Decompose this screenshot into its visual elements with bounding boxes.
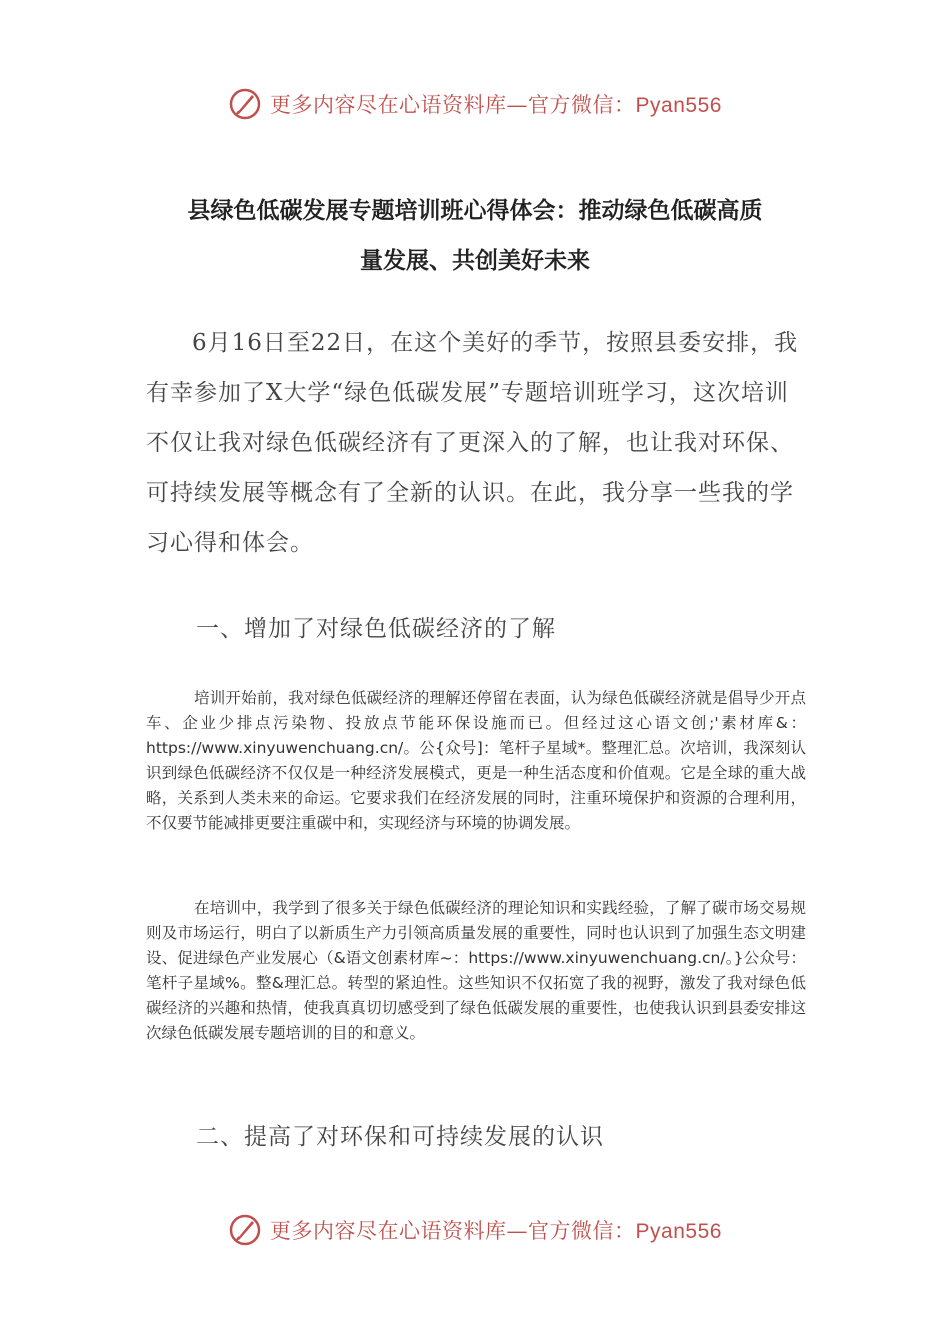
intro-paragraph: 6月16日至22日，在这个美好的季节，按照县委安排，我有幸参加了X大学“绿色低碳发展”专题培训班学习，这次培训不仅让我对绿色低碳经济有了更深入的了解，也让我对环保、可持续发展等概念有了全新的认识。在此，我分享一些我的学习心得和体会。 [146,330,799,556]
section-heading-1: 一、增加了对绿色低碳经济的了解 [196,616,556,642]
document-title [140,186,810,286]
pen-feather-logo-icon [228,1213,262,1247]
pen-feather-logo-icon [228,87,262,121]
footer-banner [0,1208,950,1252]
body-paragraph-1: 培训开始前，我对绿色低碳经济的理解还停留在表面，认为绿色低碳经济就是倡导少开点车、企业少排点污染物、投放点节能环保设施而已。但经过这心语文创;'素材库&：https://www.xinyuwenchuang.cn/。公{众号]：笔杆子星域*。整理汇总。次培训，我深刻认识到绿色低碳经济不仅仅是一种经济发展模式，更是一种生活态度和价值观。它是全球的重大战略，关系到人类未来的命运。它要求我们在经济发展的同时，注重环境保护和资源的合理利用，不仅要节能减排更要注重碳中和，实现经济与环境的协调发展。 [146,689,806,832]
banner-text: 更多内容尽在心语资料库—官方微信：Pyan556 [270,93,722,117]
body-paragraph-2: 在培训中，我学到了很多关于绿色低碳经济的理论知识和实践经验，了解了碳市场交易规则及市场运行，明白了以新质生产力引领高质量发展的重要性，同时也认识到了加强生态文明建设、促进绿色产业发展心（&语文创素材库~：https://www.xinyuwenchuang.cn/。}公众号：笔杆子星域%。整&理汇总。转型的紧迫性。这些知识不仅拓宽了我的视野，激发了我对绿色低碳经济的兴趣和热情，使我真真切切感受到了绿色低碳发展的重要性，也使我认识到县委安排这次绿色低碳发展专题培训的目的和意义。 [146,899,806,1042]
banner-text: 更多内容尽在心语资料库—官方微信：Pyan556 [270,1219,722,1243]
title-line-1: 县绿色低碳发展专题培训班心得体会：推动绿色低碳高质 [187,198,763,224]
wechat-id: Pyan556 [635,94,722,117]
wechat-id: Pyan556 [635,1220,722,1243]
section-heading-2: 二、提高了对环保和可持续发展的认识 [196,1124,604,1150]
header-banner [0,82,950,126]
title-line-2: 量发展、共创美好未来 [360,248,590,274]
